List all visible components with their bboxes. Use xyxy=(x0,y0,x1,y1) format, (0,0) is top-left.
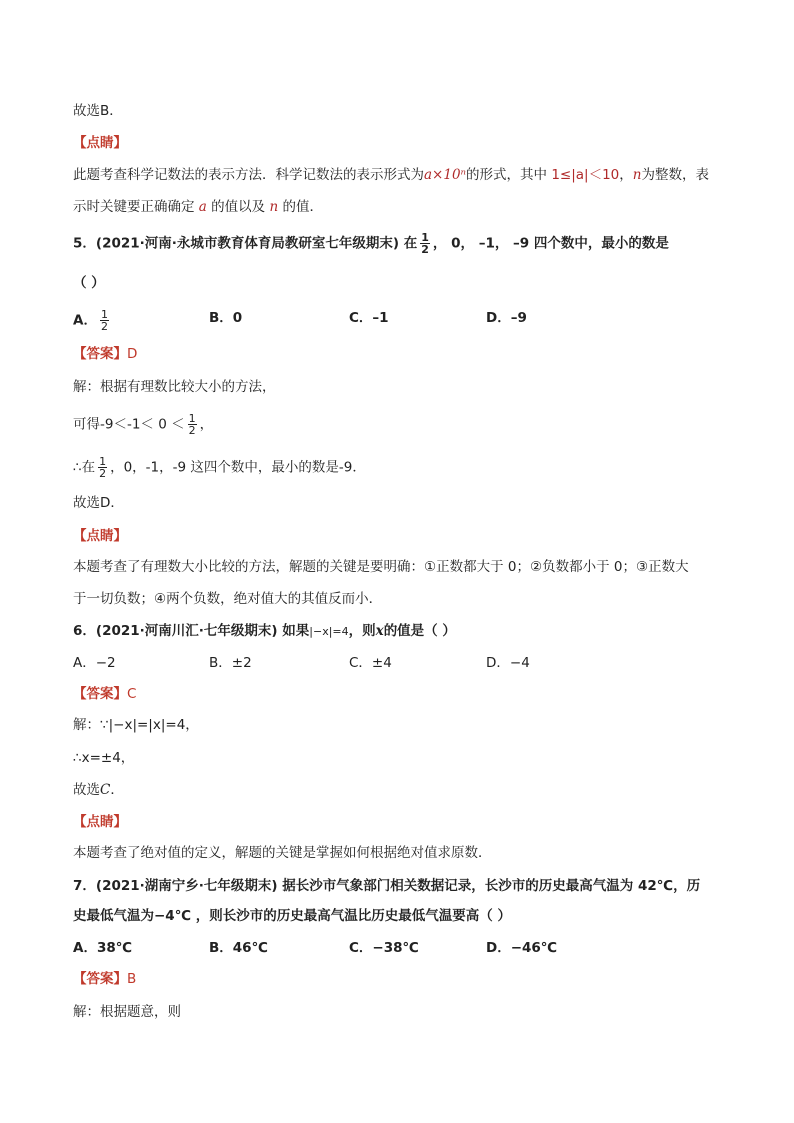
q6-solution-2: ∴x=±4， xyxy=(73,750,135,766)
q5-conclusion: 故选D． xyxy=(73,495,124,511)
q6-point-label: 【点睛】 xyxy=(73,814,127,830)
q7-option-c: C．−38℃ xyxy=(349,940,419,956)
q5-solution-2: 可得-9＜-1＜ 0 ＜ $\frac{1}{2}$ ， xyxy=(73,412,214,437)
q7-option-a: A．38℃ xyxy=(73,940,133,956)
q7-answer: 【答案】B xyxy=(73,971,137,987)
q6-solution-1: 解：∵|−x|=|x|=4， xyxy=(73,717,199,733)
q7-stem-2: 史最低气温为−4℃ ，则长沙市的历史最高气温比历史最低气温要高（ ） xyxy=(73,908,511,924)
q5-paren: （ ） xyxy=(73,275,105,291)
prev-note-line1: 此题考查科学记数法的表示方法．科学记数法的表示形式为a×10ⁿ的形式，其中 1≤|a|＜10，n为整数，表 xyxy=(73,167,709,183)
q5-option-b: B．0 xyxy=(209,310,243,326)
q5-note-1: 本题考查了有理数大小比较的方法，解题的关键是要明确：①正数都大于 0；②负数都小于 0；③正数大 xyxy=(73,559,689,575)
q7-option-d: D．−46℃ xyxy=(486,940,558,956)
q5-solution-3: ∴在 $\frac{1}{2}$ ，0，-1，-9 这四个数中，最小的数是-9． xyxy=(73,455,366,480)
q5-option-d: D．–9 xyxy=(486,310,527,326)
q7-solution-1: 解：根据题意，则 xyxy=(73,1004,181,1020)
q5-note-2: 于一切负数；④两个负数，绝对值大的其值反而小． xyxy=(73,591,383,607)
prev-conclusion: 故选B． xyxy=(73,103,123,119)
q5-point-label: 【点睛】 xyxy=(73,528,127,544)
q5-stem: 5．(2021·河南·永城市教育体育局教研室七年级期末) 在 $\frac{1}{2}$ ， 0， –1， –9 四个数中，最小的数是 xyxy=(73,231,669,256)
q6-conclusion: 故选C． xyxy=(73,782,124,798)
q6-option-c: C．±4 xyxy=(349,655,392,671)
prev-note-line2: 示时关键要正确确定 a 的值以及 n 的值． xyxy=(73,199,323,215)
q7-stem-1: 7．(2021·湖南宁乡·七年级期末) 据长沙市气象部门相关数据记录，长沙市的历史最高气温为 42℃，历 xyxy=(73,878,701,894)
q5-option-a: A． $\frac{1}{2}$ xyxy=(73,308,108,333)
q5-fraction: $\frac{1}{2}$ xyxy=(421,231,429,256)
q5-option-c: C．–1 xyxy=(349,310,389,326)
prev-point-label: 【点睛】 xyxy=(73,135,127,151)
q6-stem: 6．(2021·河南川汇·七年级期末) 如果|−x|=4，则x的值是（ ） xyxy=(73,623,456,639)
q6-option-a: A．−2 xyxy=(73,655,116,671)
q7-option-b: B．46℃ xyxy=(209,940,268,956)
q5-answer: 【答案】D xyxy=(73,346,138,362)
q6-note-1: 本题考查了绝对值的定义，解题的关键是掌握如何根据绝对值求原数． xyxy=(73,845,492,861)
q6-option-d: D．−4 xyxy=(486,655,530,671)
q6-option-b: B．±2 xyxy=(209,655,252,671)
q5-solution-1: 解：根据有理数比较大小的方法， xyxy=(73,379,276,395)
q6-answer: 【答案】C xyxy=(73,686,137,702)
